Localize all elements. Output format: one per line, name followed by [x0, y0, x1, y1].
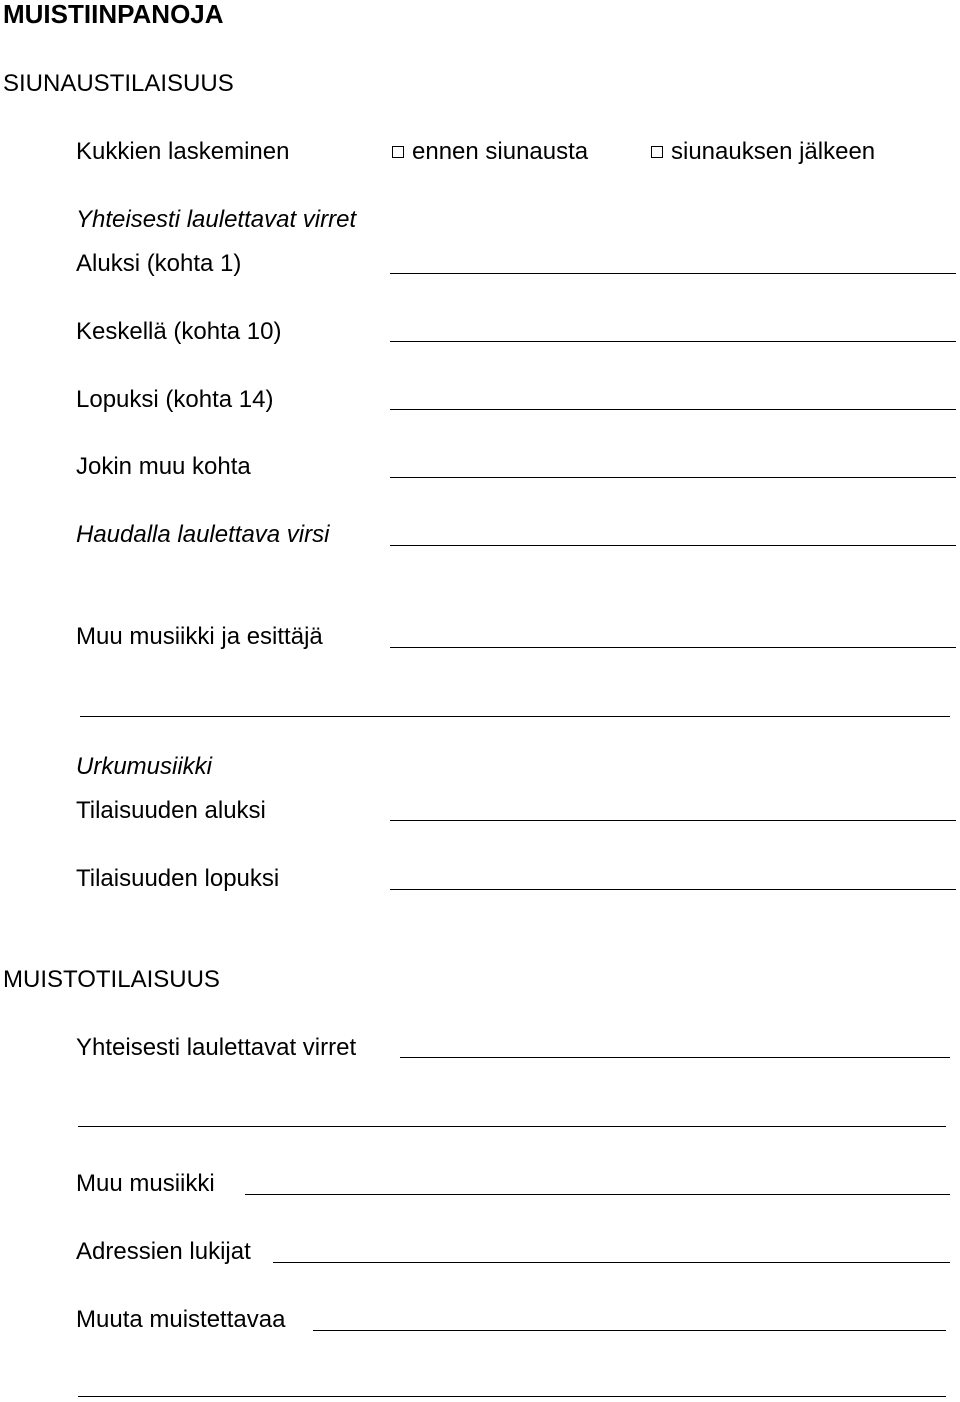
hymn-end-field[interactable] [390, 409, 956, 410]
grave-hymn-field[interactable] [390, 545, 956, 546]
memorial-hymns-field-extra[interactable] [78, 1126, 946, 1127]
hymn-other-field[interactable] [390, 477, 956, 478]
organ-end-field[interactable] [390, 889, 956, 890]
hymn-start-label: Aluksi (kohta 1) [76, 250, 242, 277]
page-title: MUISTIINPANOJA [3, 0, 224, 29]
section-heading-memorial: MUISTOTILAISUUS [3, 966, 220, 993]
checkbox-icon [392, 146, 404, 158]
checkbox-after-blessing[interactable] [651, 138, 875, 166]
hymn-middle-label: Keskellä (kohta 10) [76, 318, 282, 345]
other-notes-field[interactable] [313, 1330, 946, 1331]
organ-start-label: Tilaisuuden aluksi [76, 797, 266, 824]
organ-start-field[interactable] [390, 820, 956, 821]
flowers-label: Kukkien laskeminen [76, 138, 290, 165]
hymn-end-label: Lopuksi (kohta 14) [76, 386, 274, 413]
address-readers-label: Adressien lukijat [76, 1238, 251, 1265]
other-notes-label: Muuta muistettavaa [76, 1306, 286, 1333]
other-notes-field-extra[interactable] [78, 1396, 946, 1397]
other-music-label: Muu musiikki ja esittäjä [76, 623, 323, 650]
other-music-field-extra[interactable] [80, 716, 950, 717]
memorial-other-music-field[interactable] [245, 1194, 950, 1195]
option-before-label: ennen siunausta [412, 138, 589, 165]
other-music-field[interactable] [390, 647, 956, 648]
hymn-middle-field[interactable] [390, 341, 956, 342]
checkbox-icon [651, 146, 663, 158]
memorial-other-music-label: Muu musiikki [76, 1170, 215, 1197]
hymn-other-label: Jokin muu kohta [76, 453, 251, 480]
hymn-start-field[interactable] [390, 273, 956, 274]
organ-heading: Urkumusiikki [76, 753, 213, 780]
option-after-label: siunauksen jälkeen [671, 138, 876, 165]
hymns-heading: Yhteisesti laulettavat virret [76, 206, 357, 233]
section-heading-funeral: SIUNAUSTILAISUUS [3, 70, 234, 97]
memorial-hymns-field[interactable] [400, 1057, 950, 1058]
checkbox-before-blessing[interactable] [392, 138, 588, 166]
grave-hymn-label: Haudalla laulettava virsi [76, 521, 330, 548]
memorial-hymns-label: Yhteisesti laulettavat virret [76, 1034, 357, 1061]
address-readers-field[interactable] [273, 1262, 950, 1263]
organ-end-label: Tilaisuuden lopuksi [76, 865, 280, 892]
